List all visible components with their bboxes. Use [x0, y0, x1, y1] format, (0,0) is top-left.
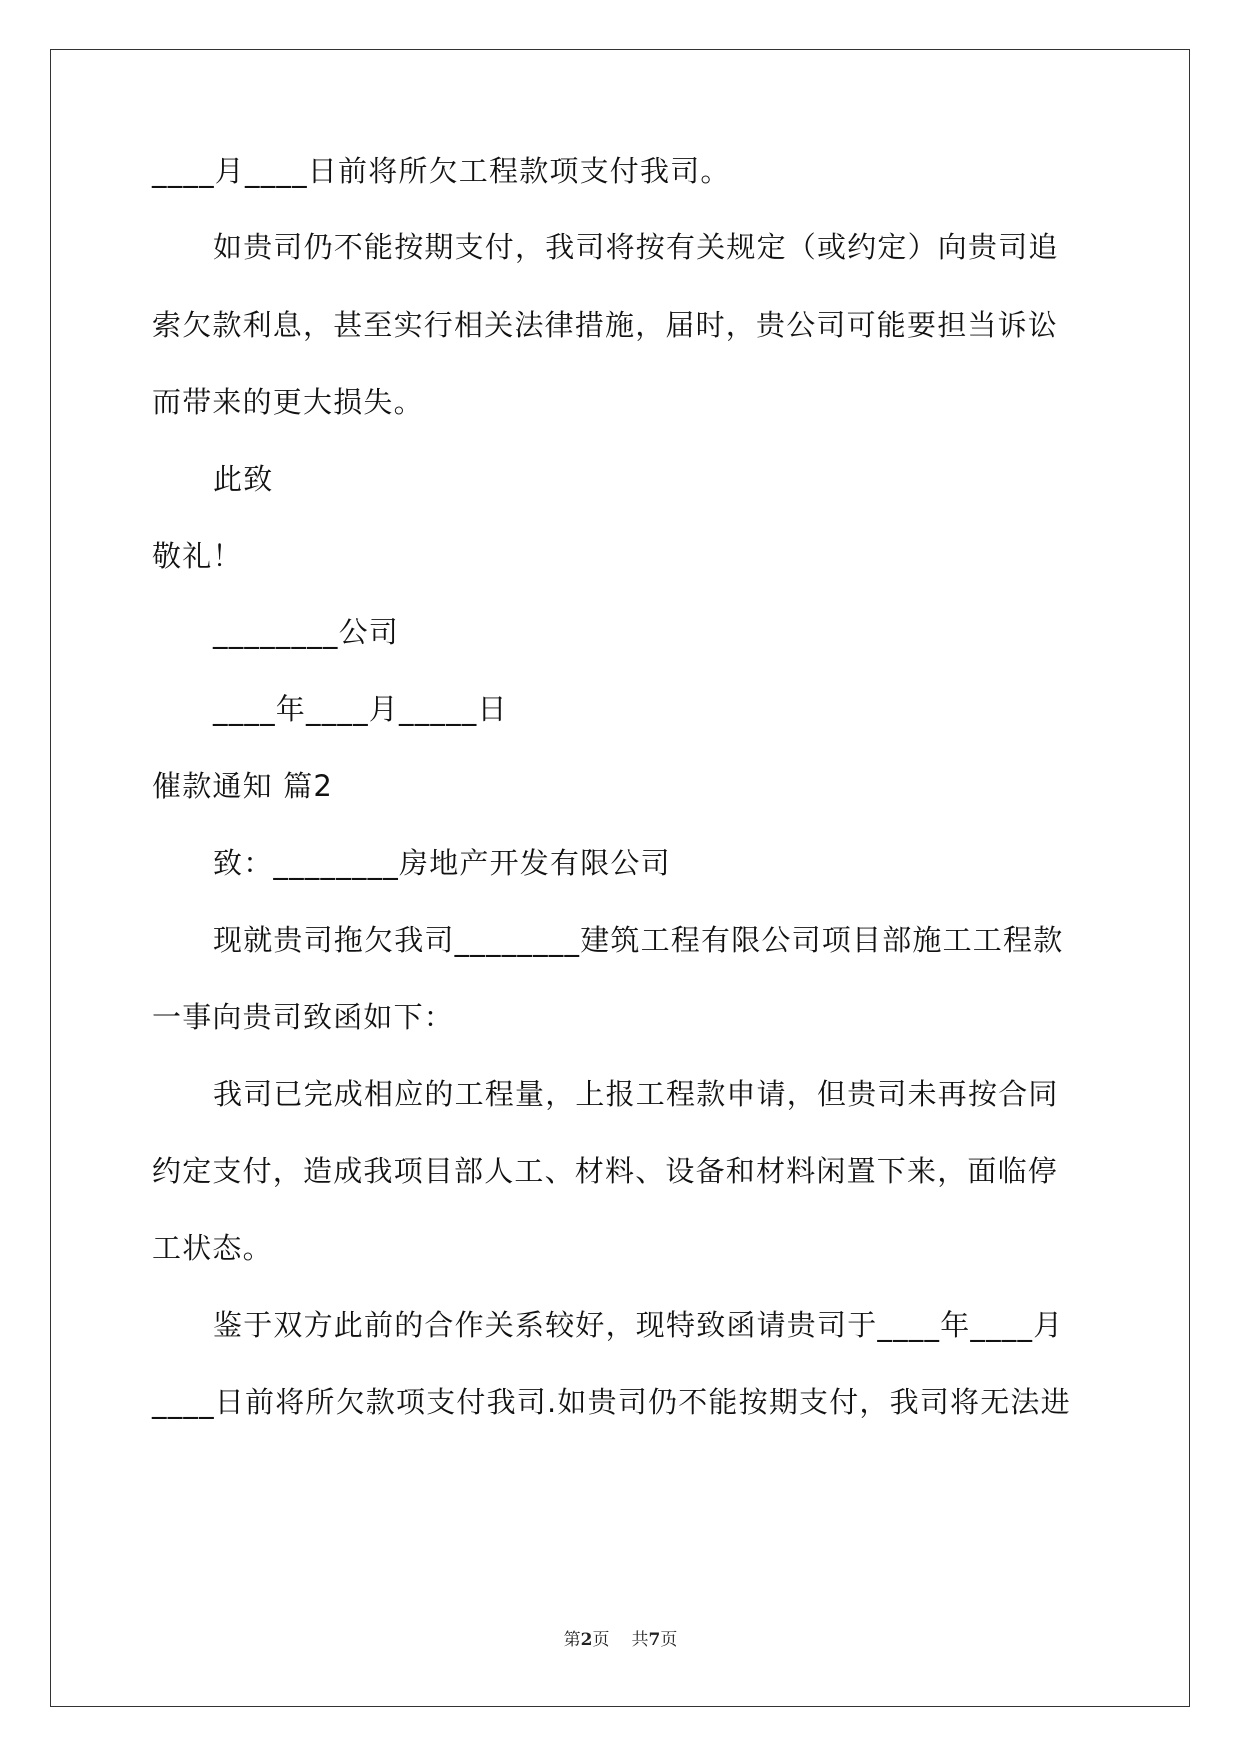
text-line-paragraph-work-mid: 约定支付，造成我项目部人工、材料、设备和材料闲置下来，面临停 [152, 1154, 1059, 1188]
page-number-suffix: 页 [592, 1630, 610, 1650]
text-line-paragraph-intro-start: 现就贵司拖欠我司________建筑工程有限公司项目部施工工程款 [213, 923, 1064, 957]
page-total-suffix: 页 [660, 1630, 678, 1650]
page-number-current: 2 [580, 1630, 593, 1650]
page-total: 7 [648, 1630, 661, 1650]
text-line-paragraph-work-start: 我司已完成相应的工程量，上报工程款申请，但贵司未再按合同 [213, 1077, 1059, 1111]
page-number-prefix: 第 [563, 1630, 581, 1650]
text-line-paragraph-overdue-mid: 索欠款利息，甚至实行相关法律措施，届时，贵公司可能要担当诉讼 [152, 308, 1059, 342]
text-line-continuation-date: ____月____日前将所欠工程款项支付我司。 [152, 154, 731, 188]
text-line-paragraph-request-start: 鉴于双方此前的合作关系较好，现特致函请贵司于____年____月 [213, 1308, 1064, 1342]
text-line-paragraph-work-end: 工状态。 [152, 1231, 273, 1265]
text-line-signature-date: ____年____月_____日 [213, 692, 508, 726]
text-line-paragraph-overdue-start: 如贵司仍不能按期支付，我司将按有关规定（或约定）向贵司追 [213, 230, 1059, 264]
text-line-paragraph-request-mid: ____日前将所欠款项支付我司.如贵司仍不能按期支付，我司将无法进 [152, 1385, 1071, 1419]
page-footer [0, 1625, 1241, 1650]
page-total-prefix: 共 [631, 1630, 649, 1650]
text-line-paragraph-intro-end: 一事向贵司致函如下： [152, 1000, 455, 1034]
text-line-signature-company: ________公司 [213, 615, 400, 649]
text-line-recipient: 致：________房地产开发有限公司 [213, 846, 671, 880]
text-line-paragraph-overdue-end: 而带来的更大损失。 [152, 385, 424, 419]
text-line-closing-jingli: 敬礼！ [152, 539, 243, 573]
text-line-closing-cizhi: 此致 [213, 462, 274, 496]
section-heading-notice-2: 催款通知 篇2 [152, 769, 334, 803]
